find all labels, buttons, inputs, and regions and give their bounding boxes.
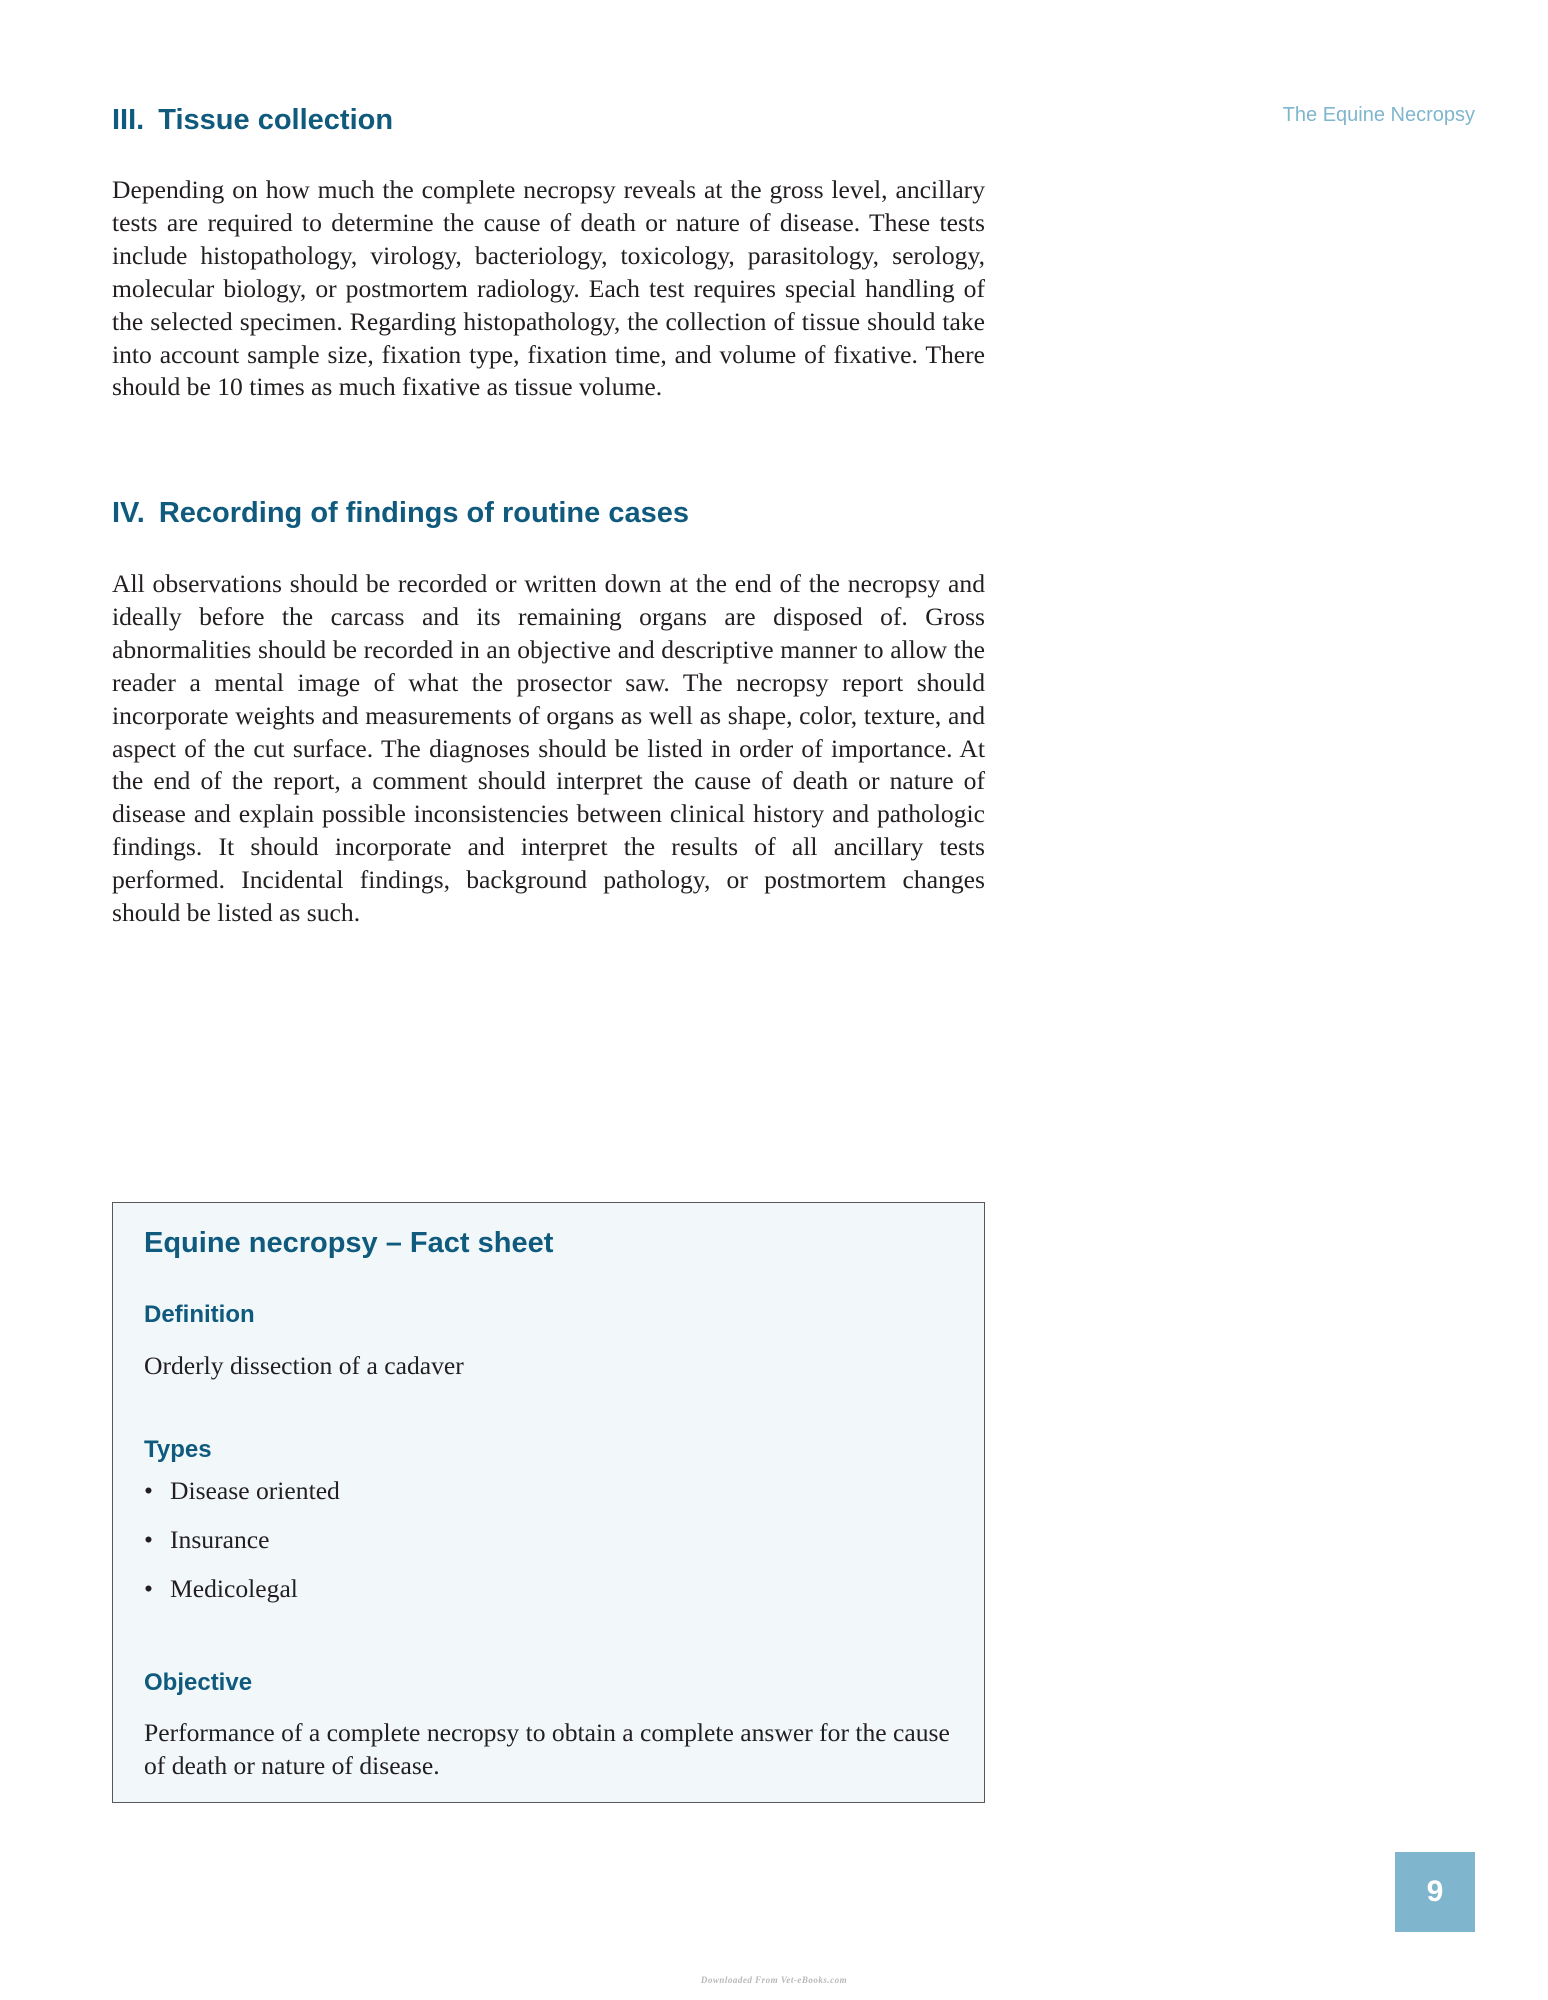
section-body-recording-findings: All observations should be recorded or written down at the end of the necropsy and ideally before the carcass and its remaining organs are disposed of. Gross abnormalities should be recorded in an objective and descriptive manner to allow the reader a mental image of what the prosector saw. The necropsy report should incorporate weights and measurements of organs as well as shape, color, texture, and aspect of the cut surface. The diagnoses should be listed in order of importance. At the end of the report, a comment should interpret the cause of death or nature of disease and explain possible inconsistencies between clinical history and pathologic findings. It should incorporate and interpret the results of all ancillary tests performed. Incidental findings, background pathology, or postmortem changes should be listed as such. [112,569,985,928]
footer-watermark: Downloaded From Vet-eBooks.com [700,1975,848,1985]
section-title: Tissue collection [158,104,394,136]
bullet-icon: • [144,1525,153,1554]
definition-text: Orderly dissection of a cadaver [144,1351,464,1380]
section-heading-tissue-collection [112,104,393,137]
section-number: IV. [112,497,145,529]
list-item [144,1475,340,1524]
section-heading-recording-findings [112,497,689,530]
bullet-icon: • [144,1574,153,1603]
list-item [144,1573,340,1622]
fact-sheet-box [112,1202,985,1803]
running-header: The Equine Necropsy [1282,104,1475,126]
section-body-tissue-collection: Depending on how much the complete necropsy reveals at the gross level, ancillary tests are required to determine the cause of death or nature of disease. These tests include histopathology, virology, bacteriology, toxicology, parasitology, serology, molecular biology, or postmortem radiology. Each test requires special handling of the selected specimen. Regarding histopathology, the collection of tissue should take into account sample size, fixation type, fixation time, and volume of fixative. There should be 10 times as much fixative as tissue volume. [112,175,985,402]
bullet-icon: • [144,1476,153,1505]
objective-text: Performance of a complete necropsy to obtain a complete answer for the cause of death or nature of disease. [144,1718,950,1780]
objective-heading: Objective [144,1669,253,1696]
list-item-label: Disease oriented [170,1476,340,1505]
section-title: Recording of findings of routine cases [158,497,689,529]
types-heading: Types [144,1436,212,1463]
section-number: III. [112,104,145,136]
definition-heading: Definition [144,1301,255,1328]
fact-sheet-title: Equine necropsy – Fact sheet [144,1227,554,1259]
list-item-label: Medicolegal [170,1574,298,1603]
list-item-label: Insurance [170,1525,270,1554]
page-number: 9 [1395,1852,1475,1932]
list-item [144,1524,340,1573]
types-list [144,1475,340,1622]
